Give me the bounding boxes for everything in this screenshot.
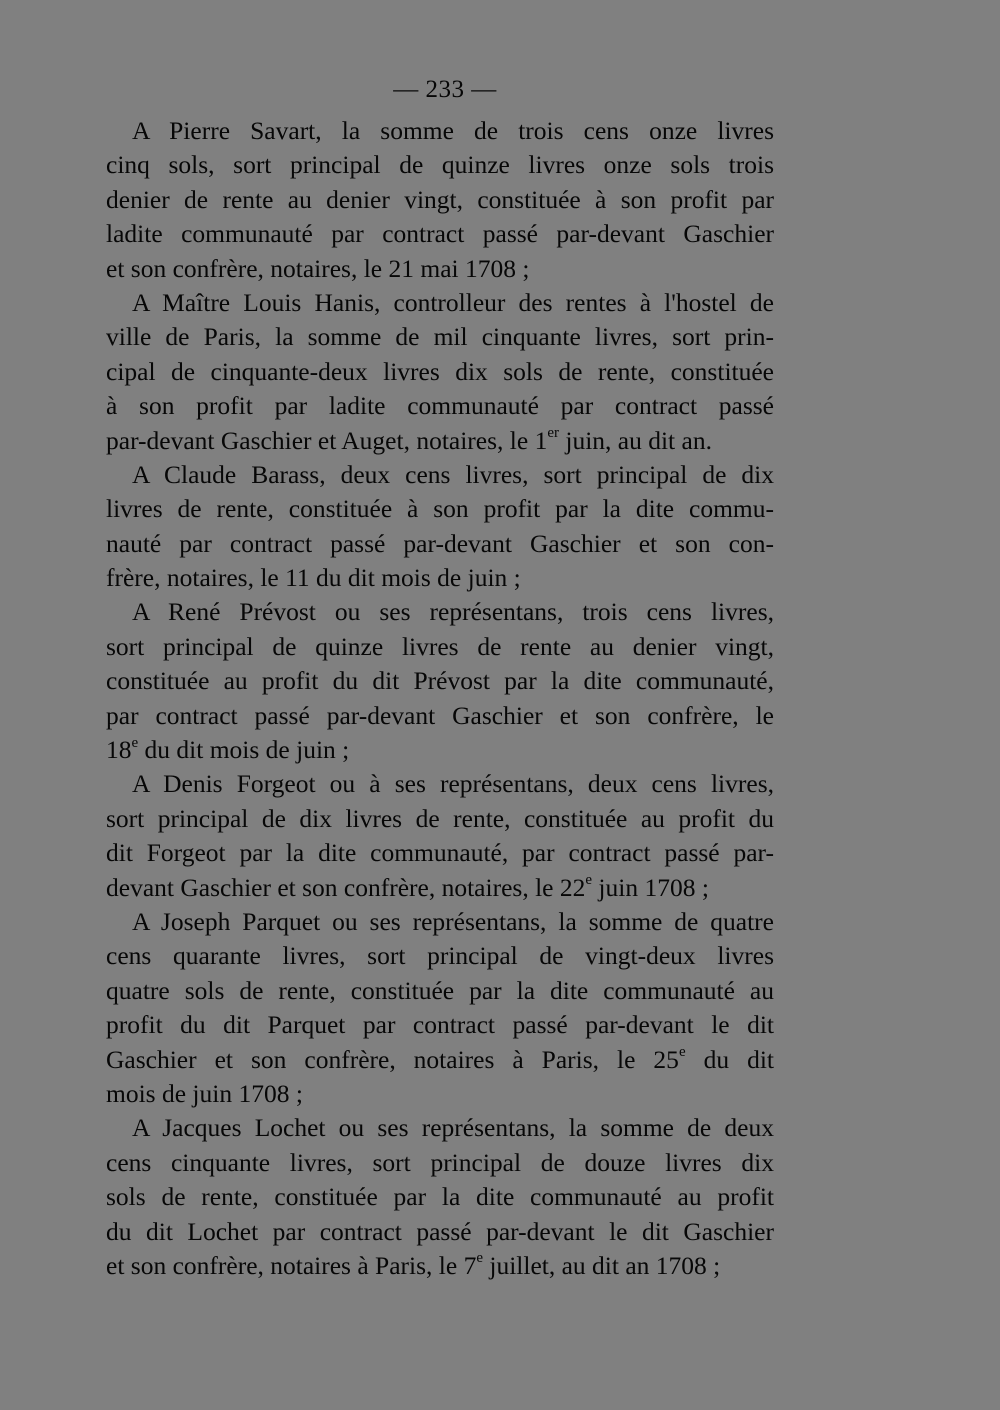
- text-line: A Maître Louis Hanis, controlleur des rentes à l'hostel de: [132, 287, 774, 317]
- text-line: et son confrère, notaires, le 21 mai 1708 ;: [106, 253, 530, 283]
- text-line: sols de rente, constituée par la dite communauté au profit: [106, 1182, 774, 1212]
- text-line: à son profit par ladite communauté par contract passé: [106, 391, 774, 421]
- text-line: nauté par contract passé par-devant Gaschier et son con-: [106, 528, 774, 558]
- text-line: sort principal de quinze livres de rente au denier vingt,: [106, 631, 774, 661]
- text-line: A Claude Barass, deux cens livres, sort principal de dix: [132, 459, 774, 489]
- text-line: livres de rente, constituée à son profit par la dite commu-: [106, 494, 774, 524]
- text-line: constituée au profit du dit Prévost par la dite communauté,: [106, 666, 774, 696]
- text-line: denier de rente au denier vingt, constituée à son profit par: [106, 184, 774, 214]
- text-line: A Jacques Lochet ou ses représentans, la somme de deux: [132, 1113, 774, 1143]
- page-number: — 233 —: [393, 76, 497, 103]
- text-line: frère, notaires, le 11 du dit mois de juin ;: [106, 563, 521, 593]
- text-line: par-devant Gaschier et Auget, notaires, le 1er juin, au dit an.: [106, 425, 712, 455]
- text-line: cens quarante livres, sort principal de vingt-deux livres: [106, 941, 774, 971]
- text-line: ville de Paris, la somme de mil cinquante livres, sort prin-: [106, 322, 774, 352]
- text-line: A Pierre Savart, la somme de trois cens onze livres: [132, 116, 774, 145]
- text-line: cens cinquante livres, sort principal de douze livres dix: [106, 1147, 774, 1177]
- paragraph: [106, 905, 774, 1111]
- text-line: A Denis Forgeot ou à ses représentans, deux cens livres,: [132, 769, 774, 799]
- text-line: A Joseph Parquet ou ses représentans, la somme de quatre: [132, 906, 774, 936]
- paragraph: [106, 595, 774, 767]
- paragraph: [106, 114, 774, 286]
- text-line: Gaschier et son confrère, notaires à Paris, le 25e du dit: [106, 1044, 774, 1074]
- text-line: ladite communauté par contract passé par-devant Gaschier: [106, 219, 774, 249]
- paragraph: [106, 286, 774, 458]
- text-line: par contract passé par-devant Gaschier et son confrère, le: [106, 700, 774, 730]
- text-line: quatre sols de rente, constituée par la dite communauté au: [106, 975, 774, 1005]
- body-text: [106, 114, 774, 1283]
- text-line: dit Forgeot par la dite communauté, par contract passé par-: [106, 838, 774, 868]
- text-line: mois de juin 1708 ;: [106, 1078, 303, 1108]
- text-line: 18e du dit mois de juin ;: [106, 734, 350, 765]
- text-line: A René Prévost ou ses représentans, trois cens livres,: [132, 597, 774, 627]
- text-line: cipal de cinquante-deux livres dix sols de rente, constituée: [106, 356, 774, 386]
- text-line: cinq sols, sort principal de quinze livres onze sols trois: [106, 150, 774, 180]
- text-line: sort principal de dix livres de rente, constituée au profit du: [106, 803, 774, 833]
- paragraph: [106, 458, 774, 596]
- text-line: profit du dit Parquet par contract passé par-devant le dit: [106, 1010, 774, 1040]
- text-line: et son confrère, notaires à Paris, le 7e juillet, au dit an 1708 ;: [106, 1250, 721, 1280]
- text-line: devant Gaschier et son confrère, notaires, le 22e juin 1708 ;: [106, 872, 709, 902]
- text-line: du dit Lochet par contract passé par-devant le dit Gaschier: [106, 1216, 774, 1246]
- paragraph: [106, 1111, 774, 1283]
- paragraph: [106, 767, 774, 905]
